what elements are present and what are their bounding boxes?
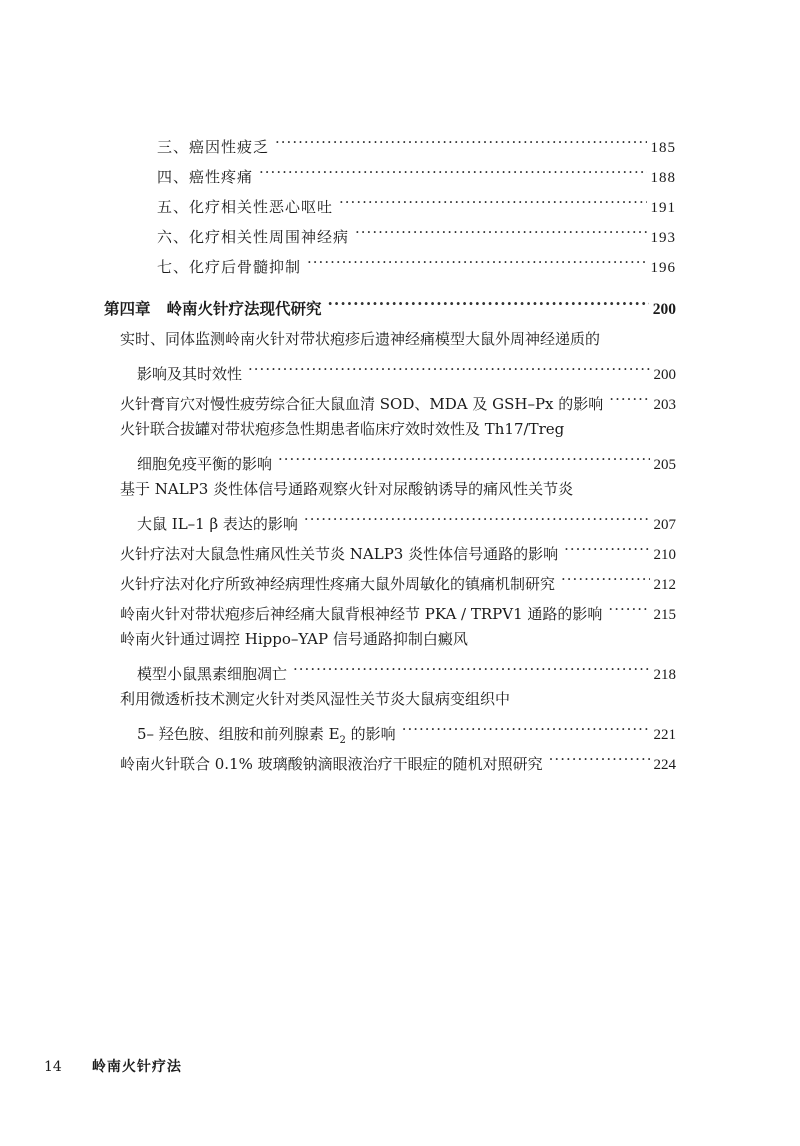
toc-page-number: 203 (653, 397, 676, 413)
toc-item-title: 三、癌因性疲乏 (157, 138, 270, 156)
toc-entry-title-cont: 影响及其时效性 (137, 365, 243, 383)
dot-leader (307, 252, 646, 272)
toc-page-number: 191 (650, 200, 676, 216)
toc-page-number: 210 (653, 547, 676, 563)
subscript: 2 (339, 735, 346, 746)
dot-leader (608, 599, 649, 619)
toc-entry-title-cont: 细胞免疫平衡的影响 (137, 455, 273, 473)
toc-entry-title[interactable]: 基于 NALP3 炎性体信号通路观察火针对尿酸钠诱导的痛风性关节炎 (120, 480, 574, 498)
dot-leader (561, 569, 649, 589)
toc-entry[interactable] (137, 509, 676, 535)
toc-item-title: 四、癌性疼痛 (157, 168, 254, 186)
toc-page-number: 221 (653, 727, 676, 743)
chapter-title: 岭南火针疗法现代研究 (166, 299, 322, 318)
toc-item-title: 七、化疗后骨髓抑制 (157, 258, 302, 276)
footer-page-number: 14 (44, 1059, 62, 1075)
toc-entry-title: 岭南火针对带状疱疹后神经痛大鼠背根神经节 PKA / TRPV1 通路的影响 (120, 605, 603, 623)
toc-entry-title: 火针疗法对化疗所致神经病理性疼痛大鼠外周敏化的镇痛机制研究 (120, 575, 556, 593)
toc-entry-title-cont: 大鼠 IL–1 β 表达的影响 (137, 515, 298, 533)
toc-page-number: 185 (650, 140, 676, 156)
toc-entry[interactable] (120, 569, 676, 595)
dot-leader (402, 719, 650, 739)
toc-page-number: 212 (653, 577, 676, 593)
toc-page-number: 188 (650, 170, 676, 186)
toc-entry[interactable] (120, 539, 676, 565)
title-part: 的影响 (345, 725, 396, 743)
toc-entry-title: 火针膏肓穴对慢性疲劳综合征大鼠血清 SOD、MDA 及 GSH–Px 的影响 (120, 395, 604, 413)
toc-page-number: 193 (650, 230, 676, 246)
toc-entry-title[interactable]: 火针联合拔罐对带状疱疹急性期患者临床疗效时效性及 Th17/Treg (120, 420, 565, 438)
toc-page-number: 224 (653, 757, 676, 773)
toc-entry-title: 岭南火针联合 0.1% 玻璃酸钠滴眼液治疗干眼症的随机对照研究 (120, 755, 543, 773)
toc-sub-item[interactable] (157, 162, 676, 188)
dot-leader (278, 449, 649, 469)
toc-page-number: 207 (653, 517, 676, 533)
toc-page-number: 200 (652, 301, 676, 318)
footer-book-title: 岭南火针疗法 (91, 1059, 182, 1075)
toc-page-number: 215 (653, 607, 676, 623)
toc-entry-title: 火针疗法对大鼠急性痛风性关节炎 NALP3 炎性体信号通路的影响 (120, 545, 559, 563)
chapter-label (104, 299, 322, 319)
toc-item-title: 五、化疗相关性恶心呕吐 (157, 198, 334, 216)
dot-leader (259, 162, 646, 182)
toc-entry-title-cont: 模型小鼠黑素细胞凋亡 (137, 665, 288, 683)
toc-entry[interactable] (120, 599, 676, 625)
toc-page-number: 200 (653, 367, 676, 383)
toc-entry-title[interactable]: 利用微透析技术测定火针对类风湿性关节炎大鼠病变组织中 (120, 690, 511, 708)
toc-page-number: 218 (653, 667, 676, 683)
toc-entry[interactable] (137, 659, 676, 685)
toc-entry-title-cont (137, 724, 396, 751)
dot-leader (293, 659, 649, 679)
toc-entry[interactable] (120, 389, 676, 415)
toc-page-number: 196 (650, 260, 676, 276)
title-part: 5– 羟色胺、组胺和前列腺素 E (137, 725, 340, 743)
dot-leader (339, 192, 646, 212)
chapter-number: 第四章 (104, 299, 151, 318)
dot-leader (549, 749, 650, 769)
toc-entry[interactable] (137, 449, 676, 475)
toc-entry[interactable] (120, 749, 676, 775)
toc-sub-item[interactable] (157, 222, 676, 248)
dot-leader (275, 132, 646, 152)
toc-entry-title[interactable]: 岭南火针通过调控 Hippo–YAP 信号通路抑制白癜风 (120, 630, 468, 648)
toc-sub-item[interactable] (157, 132, 676, 158)
toc-sub-item[interactable] (157, 192, 676, 218)
toc-entry[interactable] (137, 359, 676, 385)
toc-sub-item[interactable] (157, 252, 676, 278)
toc-entry[interactable] (137, 719, 676, 751)
toc-item-title: 六、化疗相关性周围神经病 (157, 228, 350, 246)
dot-leader (609, 389, 649, 409)
page-footer (44, 1056, 182, 1076)
dot-leader (328, 294, 649, 314)
dot-leader (355, 222, 646, 242)
dot-leader (304, 509, 650, 529)
dot-leader (248, 359, 649, 379)
dot-leader (564, 539, 649, 559)
toc-page-number: 205 (653, 457, 676, 473)
toc-entry-title[interactable]: 实时、同体监测岭南火针对带状疱疹后遗神经痛模型大鼠外周神经递质的 (120, 330, 601, 348)
toc-chapter-heading[interactable] (104, 294, 676, 320)
